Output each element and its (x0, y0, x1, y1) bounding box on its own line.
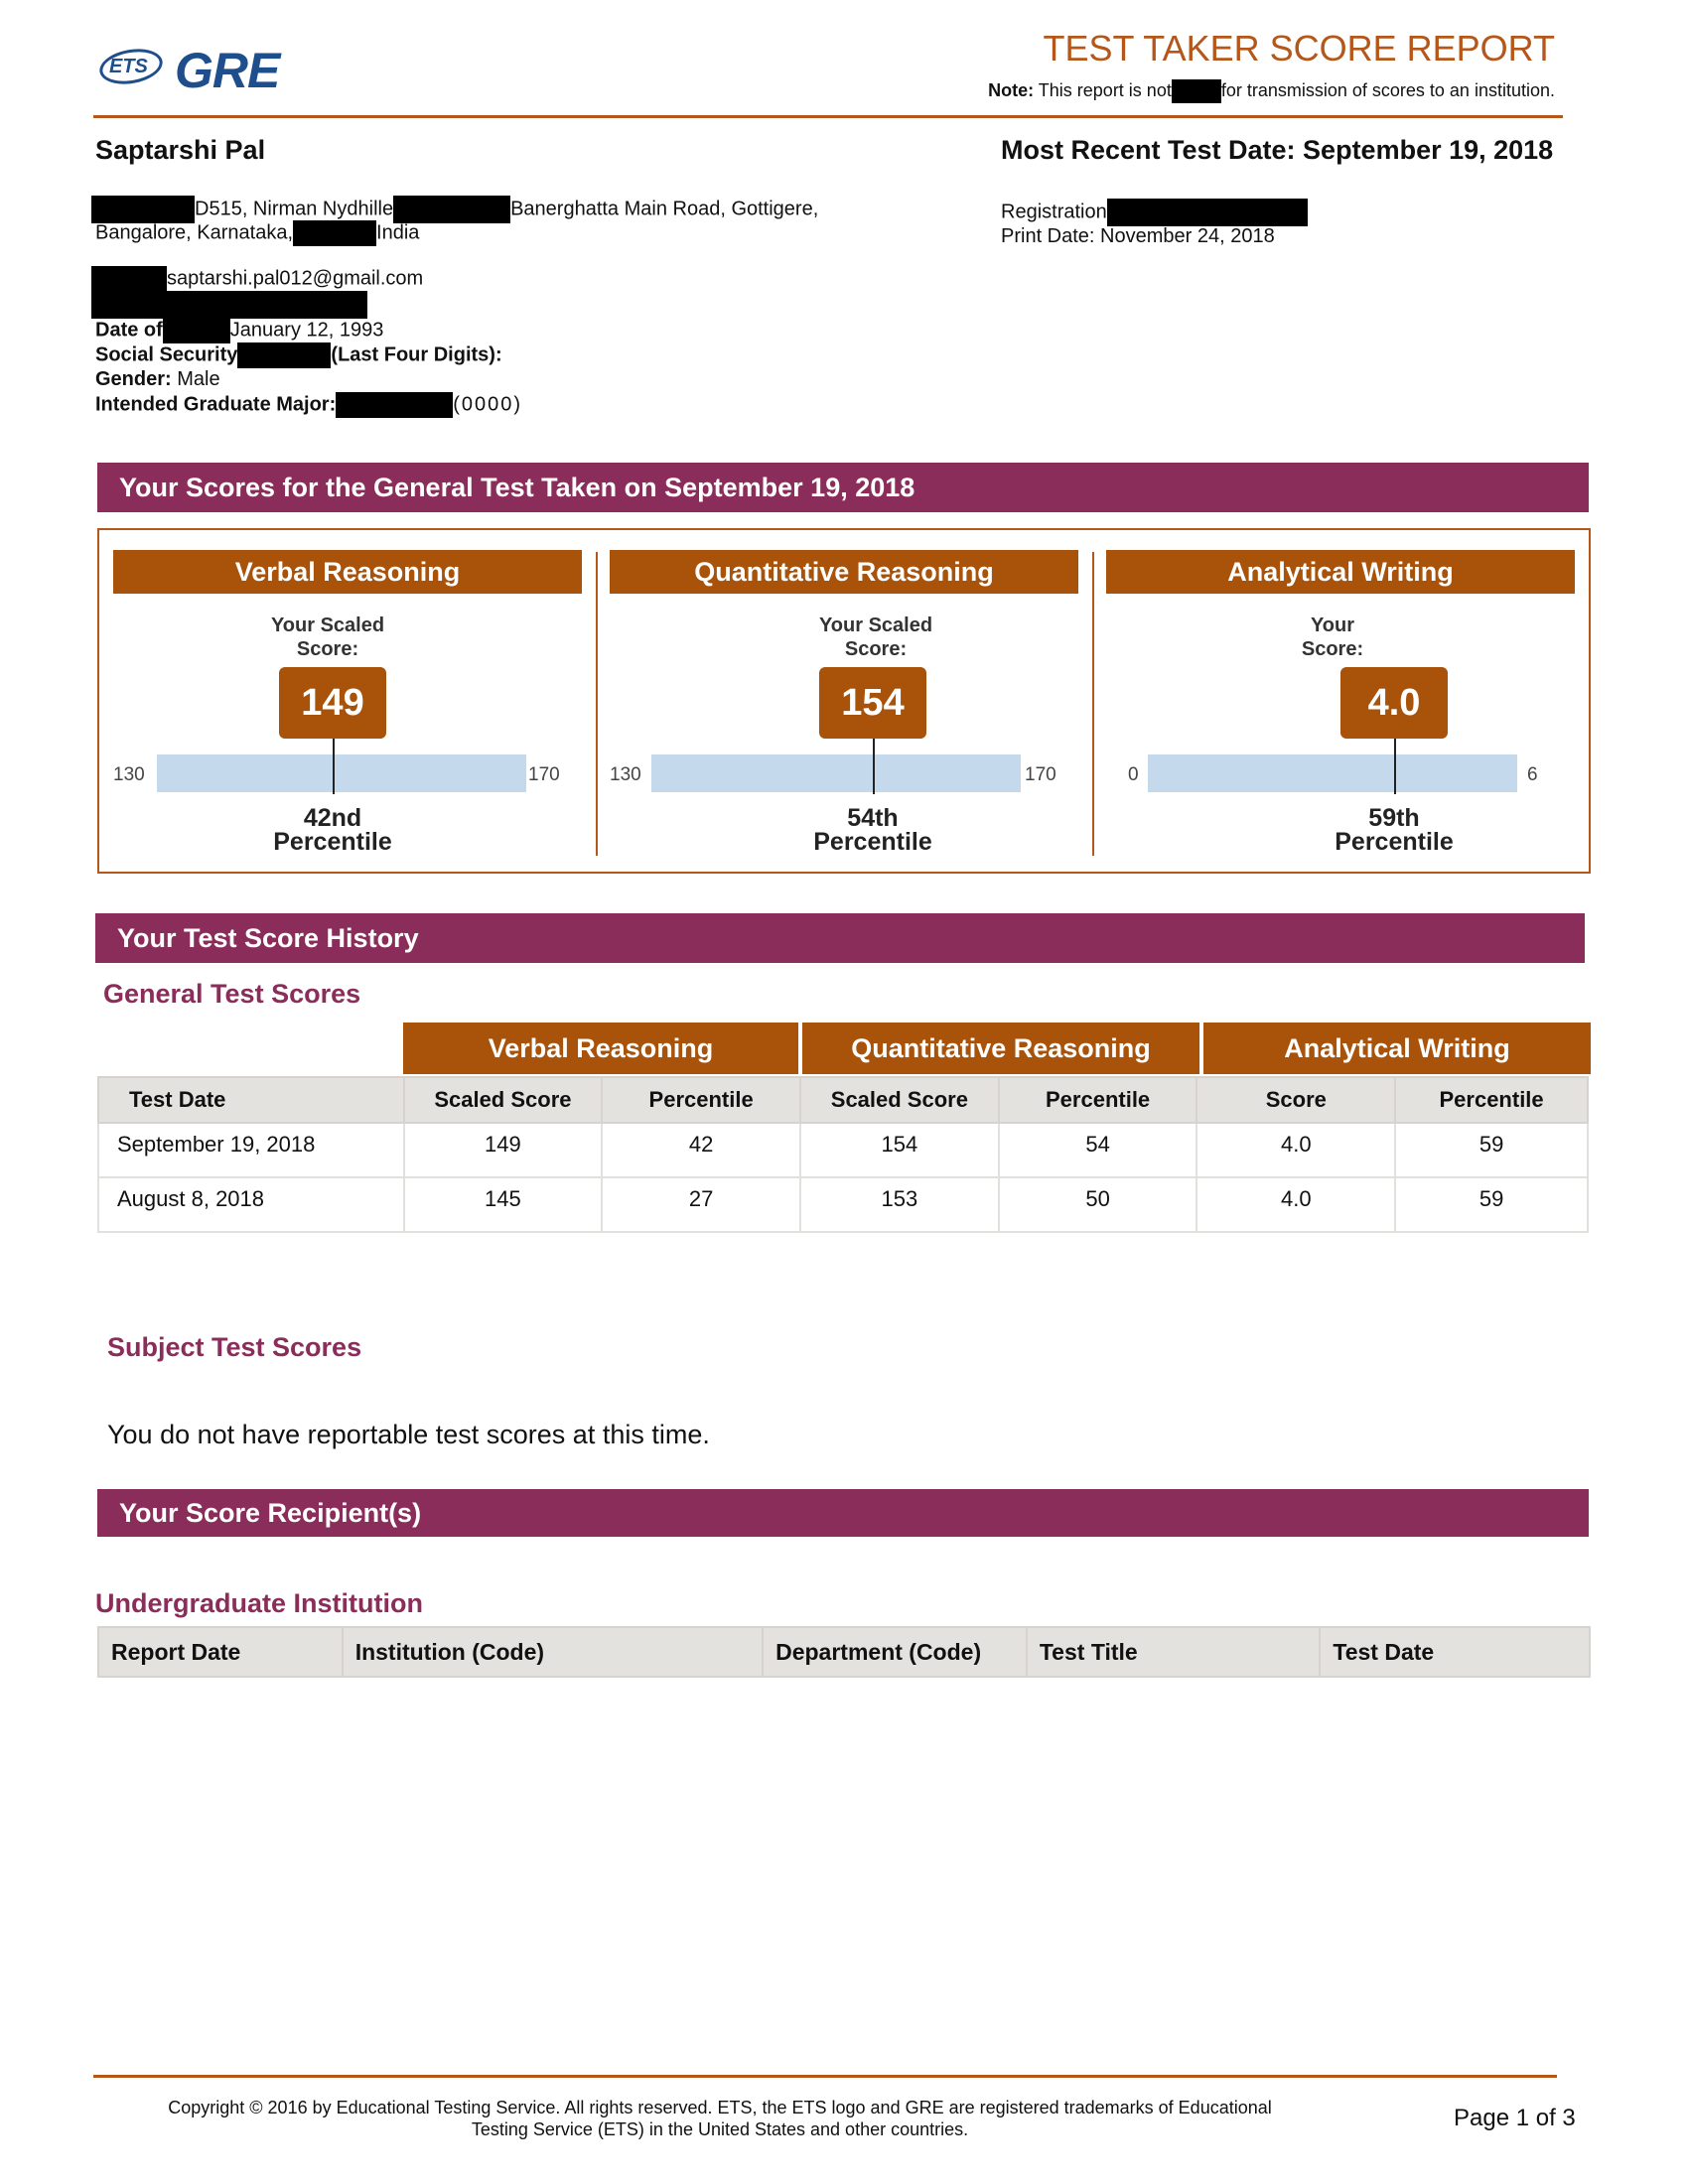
table-cell: 153 (800, 1177, 999, 1232)
general-scores-heading: General Test Scores (103, 979, 361, 1009)
ssn-label-suffix: (Last Four Digits): (331, 343, 502, 366)
email-value: saptarshi.pal012@gmail.com (167, 267, 424, 290)
gender-line (95, 367, 220, 392)
percentile-text: Percentile (1335, 828, 1454, 856)
gender-value: Male (177, 368, 220, 390)
score-badge: 149 (279, 667, 386, 739)
table-cell: 4.0 (1196, 1123, 1395, 1177)
score-badge: 4.0 (1340, 667, 1448, 739)
writing-score-panel (1106, 550, 1575, 868)
redaction-box (91, 291, 367, 319)
verbal-score-panel (113, 550, 582, 868)
ets-logo-text: ETS (109, 56, 148, 77)
registration-label: Registration (1001, 201, 1107, 223)
subject-scores-heading: Subject Test Scores (107, 1332, 362, 1362)
table-cell: 4.0 (1196, 1177, 1395, 1232)
taker-name: Saptarshi Pal (95, 135, 266, 165)
major-label: Intended Graduate Major: (95, 393, 337, 416)
registration-line (1001, 199, 1308, 226)
copyright-notice (109, 2097, 1331, 2140)
address-line-2 (95, 220, 419, 246)
table-row (98, 1177, 1588, 1232)
table-cell: 42 (602, 1123, 800, 1177)
column-header: Percentile (999, 1077, 1197, 1123)
redaction-box (1107, 199, 1308, 226)
ssn-label: Social Security (95, 343, 238, 366)
panel-divider (1092, 552, 1094, 856)
scale-min: 130 (610, 764, 641, 785)
score-label (93, 614, 562, 661)
score-label (641, 614, 1110, 661)
panel-divider (596, 552, 598, 856)
panel-title: Verbal Reasoning (113, 550, 582, 594)
table-cell: 145 (404, 1177, 603, 1232)
table-cell: 59 (1395, 1177, 1588, 1232)
percentile-label (1295, 806, 1493, 854)
percentile-text: Percentile (273, 828, 392, 856)
major-code: (0000) (453, 393, 523, 416)
column-header: Department (Code) (763, 1627, 1027, 1677)
email-line (91, 266, 423, 292)
recent-test-date: Most Recent Test Date: September 19, 2018 (1001, 135, 1554, 165)
score-label-line: Your Scaled (818, 614, 933, 636)
percentile-text: Percentile (813, 828, 932, 856)
redaction-box (237, 342, 331, 368)
percentile-value: 59th (1368, 804, 1420, 832)
gender-label: Gender: (95, 368, 172, 390)
score-label-line: Score: (844, 638, 908, 660)
ssn-line (95, 342, 502, 368)
table-row (98, 1123, 1588, 1177)
subject-scores-message: You do not have reportable test scores at this time. (107, 1420, 710, 1449)
percentile-label (233, 806, 432, 854)
table-header-row (98, 1077, 1588, 1123)
history-section-bar: Your Test Score History (95, 913, 1585, 963)
redaction-box (91, 266, 167, 292)
table-cell: 27 (602, 1177, 800, 1232)
address-text: Banerghatta Main Road, Gottigere, (510, 198, 819, 220)
table-cell: 154 (800, 1123, 999, 1177)
redaction-box (163, 318, 230, 343)
panel-title: Quantitative Reasoning (610, 550, 1078, 594)
redaction-box (91, 196, 195, 223)
score-label-line: Your Scaled (270, 614, 385, 636)
column-header: Scaled Score (800, 1077, 999, 1123)
note-text-2: for transmission of scores to an institution. (1220, 79, 1555, 100)
column-header: Percentile (602, 1077, 800, 1123)
address-line-1 (91, 196, 818, 223)
address-text: D515, Nirman Nydhille (195, 198, 394, 220)
page-number: Page 1 of 3 (1454, 2105, 1576, 2131)
column-header: Report Date (98, 1627, 343, 1677)
major-line (95, 392, 522, 418)
gre-logo-text: GRE (175, 43, 280, 98)
gre-logo (99, 38, 338, 97)
table-cell: 54 (999, 1123, 1197, 1177)
score-range-bar (651, 754, 1021, 792)
dob-value: January 12, 1993 (229, 319, 384, 341)
scale-max: 170 (528, 764, 560, 785)
table-cell: 50 (999, 1177, 1197, 1232)
address-text: Bangalore, Karnataka, (95, 221, 294, 244)
scale-max: 170 (1025, 764, 1056, 785)
scale-max: 6 (1527, 764, 1538, 785)
column-header: Percentile (1395, 1077, 1588, 1123)
percentile-value: 54th (847, 804, 899, 832)
score-badge: 154 (819, 667, 926, 739)
panel-title: Analytical Writing (1106, 550, 1575, 594)
group-head-writing: Analytical Writing (1203, 1023, 1591, 1074)
score-marker (873, 739, 875, 794)
score-label-line: Score: (1301, 638, 1364, 660)
column-header: Score (1196, 1077, 1395, 1123)
column-header: Test Date (1320, 1627, 1590, 1677)
dob-label: Date of (95, 319, 163, 341)
group-head-quant: Quantitative Reasoning (802, 1023, 1199, 1074)
copyright-line: Testing Service (ETS) in the United States and other countries. (471, 2119, 969, 2139)
redaction-box (293, 220, 376, 246)
score-range-bar (157, 754, 526, 792)
header-divider (93, 115, 1563, 118)
score-range-bar (1148, 754, 1517, 792)
percentile-value: 42nd (303, 804, 362, 832)
score-label-line: Score: (296, 638, 359, 660)
score-box (97, 528, 1591, 874)
table-cell: 59 (1395, 1123, 1588, 1177)
redaction-box (393, 196, 510, 223)
column-header: Test Date (98, 1077, 404, 1123)
copyright-line: Copyright © 2016 by Educational Testing Service. All rights reserved. ETS, the ETS logo and GRE are registered trademarks of Educational (168, 2098, 1272, 2117)
address-text: India (376, 221, 420, 244)
scale-min: 130 (113, 764, 145, 785)
print-date: Print Date: November 24, 2018 (1001, 225, 1275, 247)
redaction-box (1172, 79, 1221, 103)
report-note (988, 79, 1555, 103)
quant-score-panel (610, 550, 1078, 868)
footer-divider (93, 2075, 1557, 2078)
report-title: TEST TAKER SCORE REPORT (1043, 28, 1555, 68)
recipients-section-bar: Your Score Recipient(s) (97, 1489, 1589, 1537)
scale-min: 0 (1128, 764, 1139, 785)
undergrad-heading: Undergraduate Institution (95, 1588, 423, 1618)
group-head-verbal: Verbal Reasoning (403, 1023, 798, 1074)
dob-line (95, 318, 383, 343)
score-marker (333, 739, 335, 794)
score-label-line: Your (1310, 614, 1355, 636)
table-cell: 149 (404, 1123, 603, 1177)
column-header: Scaled Score (404, 1077, 603, 1123)
table-cell: August 8, 2018 (98, 1177, 404, 1232)
score-marker (1394, 739, 1396, 794)
percentile-label (774, 806, 972, 854)
recipients-table (97, 1626, 1591, 1678)
score-label (1098, 614, 1567, 661)
note-label: Note: (988, 79, 1035, 100)
redaction-box (336, 392, 453, 418)
column-header: Institution (Code) (343, 1627, 763, 1677)
table-cell: September 19, 2018 (98, 1123, 404, 1177)
table-header-row (98, 1627, 1590, 1677)
scores-section-bar: Your Scores for the General Test Taken on September 19, 2018 (97, 463, 1589, 512)
score-history-table (97, 1076, 1589, 1233)
column-header: Test Title (1027, 1627, 1321, 1677)
note-text-1: This report is not (1038, 79, 1172, 100)
